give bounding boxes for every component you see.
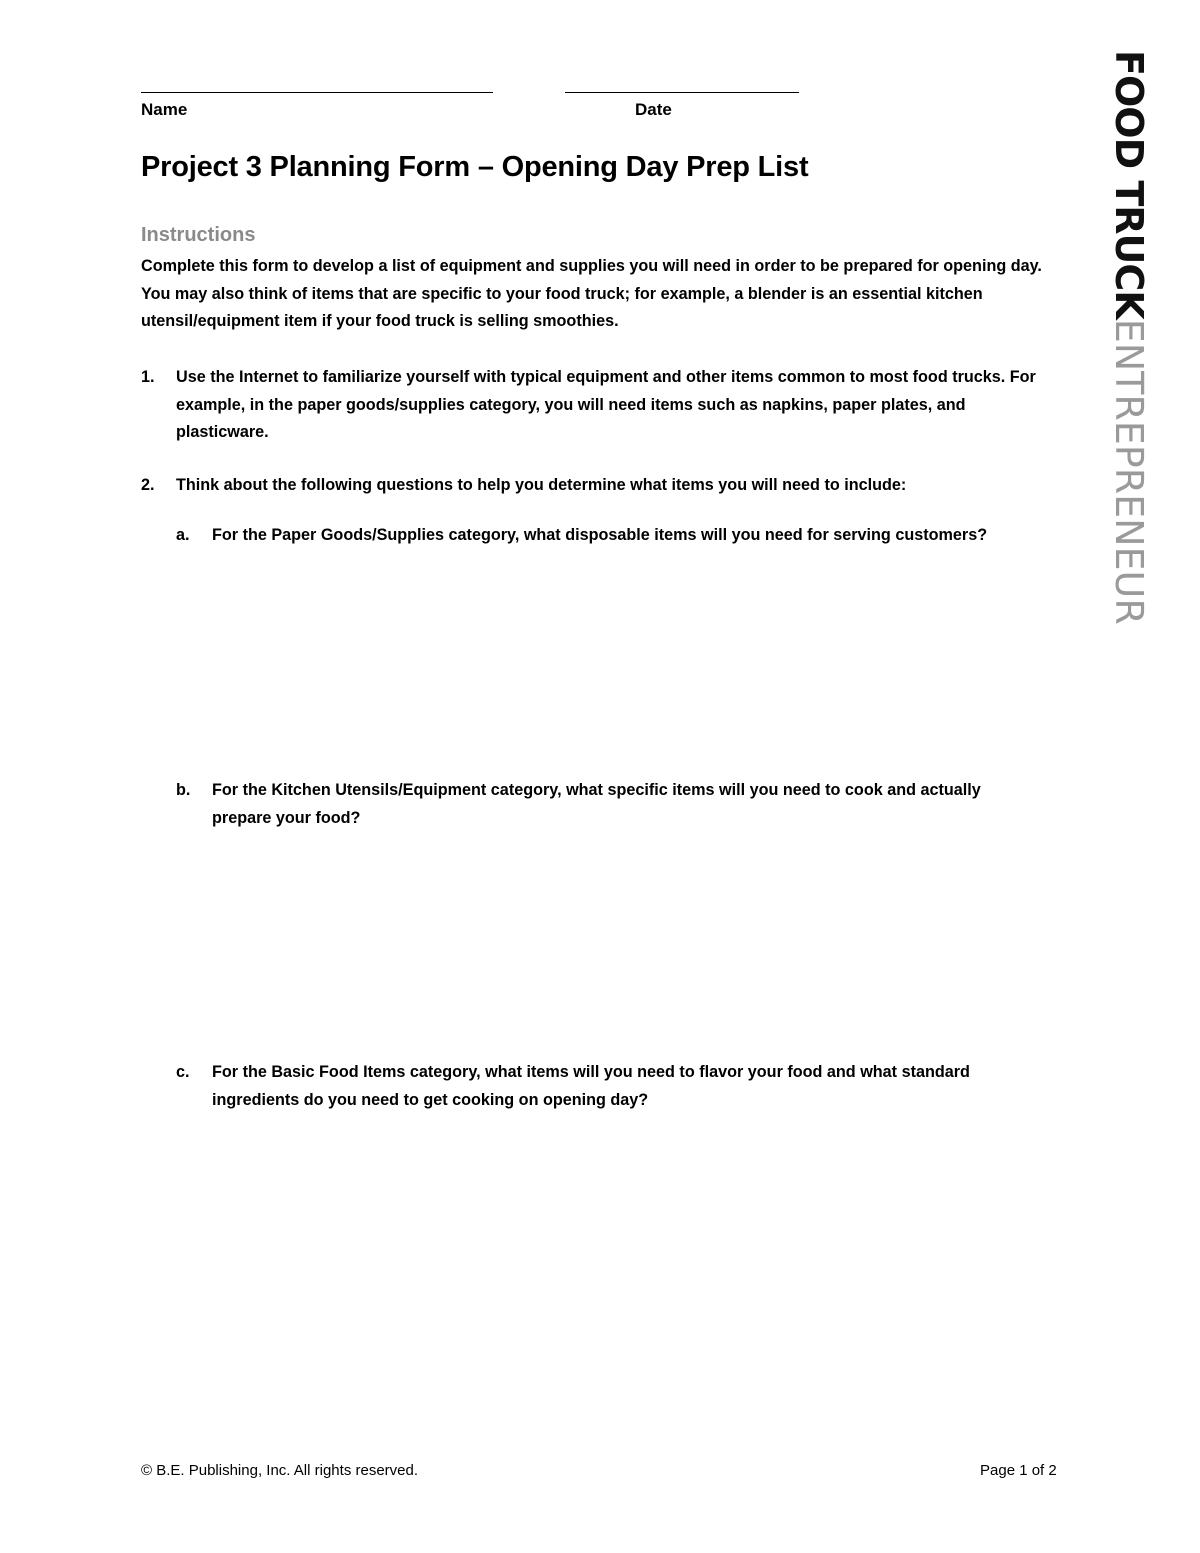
instructions-heading: Instructions: [141, 224, 256, 246]
question-a: [176, 522, 1056, 552]
step-number: 2.: [141, 476, 155, 494]
brand-logo: [1107, 50, 1151, 625]
question-text: For the Kitchen Utensils/Equipment category, what specific items will you need to cook and actually prepare your food?: [212, 781, 981, 827]
page-title: Project 3 Planning Form – Opening Day Prep List: [141, 151, 809, 183]
brand-light-text: ENTREPRENEUR: [1107, 318, 1151, 625]
answer-area-a[interactable]: [212, 560, 1032, 760]
copyright-notice: © B.E. Publishing, Inc. All rights reserved.: [141, 1462, 419, 1479]
brand-bold-text: FOOD TRUCK: [1107, 50, 1151, 319]
date-line[interactable]: [565, 92, 799, 93]
step-text: Think about the following questions to help you determine what items you will need to include:: [176, 476, 907, 494]
answer-area-c[interactable]: [212, 1127, 1032, 1427]
question-letter: c.: [176, 1063, 190, 1081]
question-letter: a.: [176, 526, 190, 544]
question-b: [176, 777, 1056, 835]
question-text: For the Paper Goods/Supplies category, what disposable items will you need for serving customers?: [212, 526, 988, 544]
brand-wordmark: [1109, 50, 1149, 625]
instructions-body: Complete this form to develop a list of equipment and supplies you will need in order to be prepared for opening day. You may also think of items that are specific to your food truck; for example, a blender is an essential kitchen utensil/equipment item if your food truck is selling smoothies.: [141, 257, 1042, 330]
step-1: [141, 364, 1056, 448]
name-label: Name: [141, 100, 188, 119]
question-c: [176, 1059, 1056, 1117]
date-label: Date: [635, 100, 672, 119]
answer-area-b[interactable]: [212, 845, 1032, 1045]
question-letter: b.: [176, 781, 191, 799]
step-text: Use the Internet to familiarize yourself with typical equipment and other items common to most food trucks. For example, in the paper goods/supplies category, you will need items such as napkins, paper plates, and plasticware.: [176, 368, 1036, 441]
question-text: For the Basic Food Items category, what items will you need to flavor your food and what standard ingredients do you need to get cooking on opening day?: [212, 1063, 970, 1109]
name-line[interactable]: [141, 92, 493, 93]
step-2: [141, 472, 1056, 502]
step-number: 1.: [141, 368, 155, 386]
page-number: Page 1 of 2: [980, 1462, 1057, 1479]
